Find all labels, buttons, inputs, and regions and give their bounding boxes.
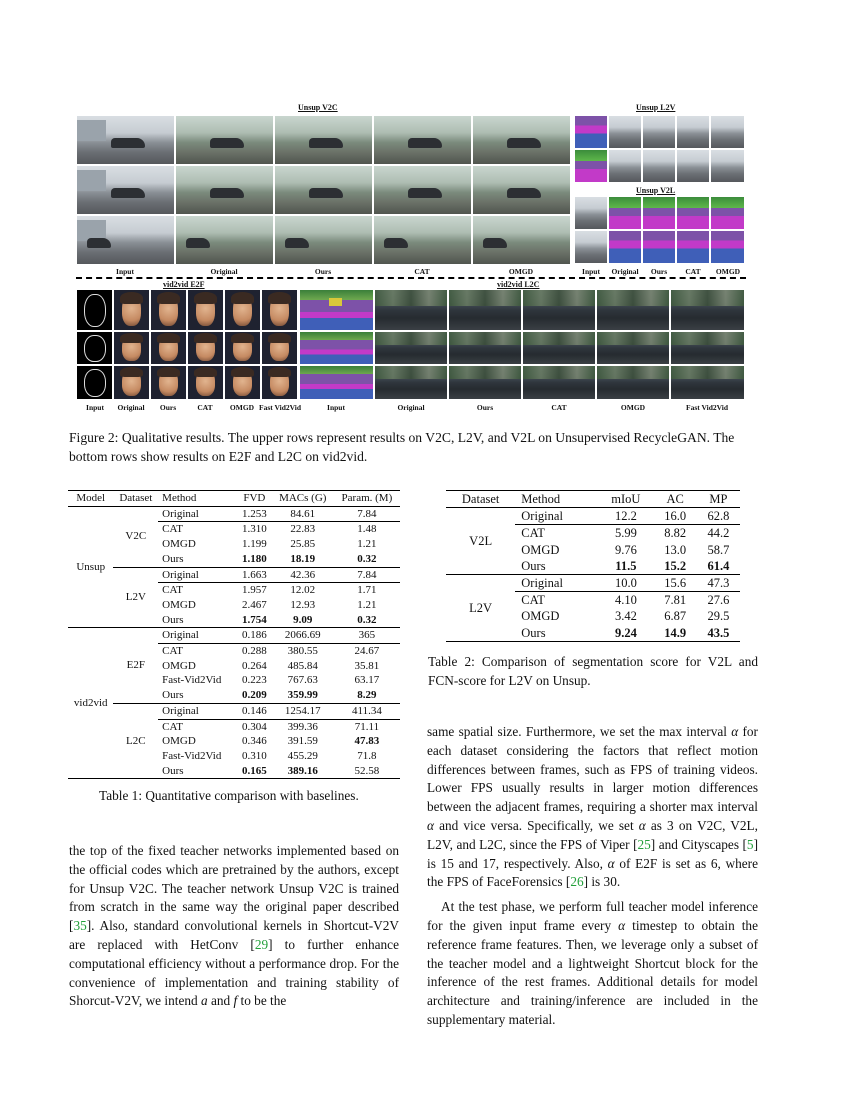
value-cell: 12.02 [290,584,316,597]
value-cell: 365 [334,628,400,644]
value-cell: 1254.17 [272,703,334,719]
value-cell: 25.85 [290,538,316,551]
col-header: Dataset [461,492,500,506]
citation-link[interactable]: 25 [637,836,651,852]
method-cell: OMGD [521,542,560,557]
value-cell: 7.84 [334,506,400,522]
value-cell: 0.310 [241,749,267,762]
e2f-fast-vid2vid-image [262,332,297,364]
method-cell: Ours [521,558,546,573]
figure-caption: Figure 2: Qualitative results. The upper rows represent results on V2C, L2V, and V2L on Unsupervised RecycleGAN. The bottom rows show results on E2F and L2C on vid2vid. [69,430,735,464]
method-cell: Original [158,567,237,583]
value-cell: 0.146 [237,703,272,719]
col-header: MP [709,492,728,506]
col-header: Method [521,492,561,506]
v2c-ours-image [275,116,372,164]
method-cell: Ours [162,613,184,626]
v2l-cat-image [677,231,709,263]
method-cell: CAT [162,645,183,658]
v2l-input-image [575,231,607,263]
label-unsup-v2l: Unsup V2L [636,186,676,195]
col-header: Param. (M) [341,492,393,504]
l2v-ours-image [643,150,675,182]
value-cell: 399.36 [287,720,318,733]
v2c-omgd-image [473,216,570,264]
table-row [68,703,400,719]
v2c-ours-image [275,216,372,264]
l2c-ours-image [449,290,521,330]
col-caption-original: Original [397,403,425,412]
v2l-original-image [609,231,641,263]
value-cell: 1.754 [241,613,267,626]
e2f-cat-image [188,366,223,399]
col-caption-input: Input [86,403,104,412]
col-header: mIoU [611,492,641,506]
label-unsup-v2c: Unsup V2C [298,103,338,112]
e2f-original-image [114,332,149,364]
value-cell: 0.223 [241,674,267,687]
e2f-input-image [77,332,112,364]
l2c-cat-image [523,290,595,330]
v2c-omgd-image [473,116,570,164]
table-row [68,506,400,522]
group-label: V2L [469,534,493,548]
col-caption-cat: CAT [685,267,701,276]
col-caption-original: Original [117,403,145,412]
l2c-omgd-image [597,366,669,399]
v2l-omgd-image [711,231,744,263]
value-cell: 71.11 [354,720,380,733]
text-run: timestep to obtain the reference frame features. Then, we leverage only a subset of the teacher model and a lightweight Shortcut block for the inference of the rest frames. Additional details for model architecture and training/inference are included in the supplementary material. [427,917,758,1027]
l2c-ours-image [449,366,521,399]
v2c-cat-image [374,166,471,214]
l2c-original-image [375,366,447,399]
method-cell: Fast-Vid2Vid [162,674,222,687]
table-row [68,628,400,644]
col-caption-original: Original [611,267,639,276]
text-run: as 3 on V2C, V2L, L2V, and L2C, since the FPS of Viper [ [427,817,759,852]
math-var: α [607,855,615,871]
math-var: α [638,817,646,833]
l2c-original-image [375,332,447,364]
method-cell: CAT [162,720,183,733]
l2v-ours-image [643,116,675,148]
citation-link[interactable]: 29 [254,936,269,952]
value-cell: 0.186 [237,628,272,644]
method-cell: Ours [162,552,184,565]
value-cell: 0.288 [241,645,267,658]
method-cell: CAT [521,593,545,608]
v2l-original-image [609,197,641,229]
v2l-ours-image [643,231,675,263]
col-header: MACs (G) [279,492,327,504]
value-cell: 7.84 [334,567,400,583]
group-label: E2F [113,628,158,704]
v2c-omgd-image [473,166,570,214]
value-cell: 1.71 [357,584,377,597]
method-cell: Ours [162,689,184,702]
col-header: AC [666,492,684,506]
value-cell: 4.10 [614,593,637,608]
value-cell: 9.24 [614,625,637,640]
value-cell: 22.83 [290,523,316,536]
col-caption-input: Input [327,403,345,412]
text-run: and [207,993,234,1009]
l2c-omgd-image [597,332,669,364]
dashed-divider [76,277,746,279]
v2c-input-image [77,216,174,264]
group-label: L2V [446,575,515,642]
table-1 [68,490,400,779]
value-cell: 380.55 [287,645,318,658]
col-header: Model [76,492,106,504]
col-caption-ours: Ours [476,403,494,412]
value-cell: 0.304 [241,720,267,733]
table-row [446,508,740,525]
value-cell: 0.32 [357,613,377,626]
body-text-right [427,723,758,1030]
method-cell: Original [158,506,237,522]
l2c-fast-vid2vid-image [671,366,744,399]
method-cell: OMGD [162,598,196,611]
value-cell: 9.76 [614,542,637,557]
text-run: ] to further enhance computational efficiency without a performance drop. For the convenience of implementation and training stability of Shorcut-V2V, we intend [69,936,399,1009]
group-label: L2V [113,567,158,628]
value-cell: 8.82 [664,526,687,541]
math-var: f [233,993,238,1009]
group-label: V2C [125,530,147,543]
math-var: α [618,917,626,933]
table-2 [446,490,740,642]
table-2-caption: Table 2: Comparison of segmentation score for V2L and FCN-score for L2V on Unsup. [428,654,758,688]
value-cell: 47.3 [697,575,740,592]
table-header-row [68,491,400,507]
value-cell: 7.81 [664,593,687,608]
value-cell: 1.957 [241,584,267,597]
math-var: α [427,817,434,833]
e2f-input-image [77,290,112,330]
l2v-input-image [575,150,607,182]
text-run: the top of the fixed teacher networks implemented based on the official codes which are pretrained by the authors, except for Unsup V2C. The teacher network Unsup V2C is trained from scratch in the same way the original paper described [ [69,843,399,934]
col-caption-fast-vid2vid: Fast Vid2Vid [258,403,302,412]
e2f-original-image [114,366,149,399]
paragraph [69,842,399,1011]
l2c-input-image [300,332,373,364]
e2f-input-image [77,366,112,399]
l2c-fast-vid2vid-image [671,332,744,364]
value-cell: 12.2 [598,508,653,525]
e2f-omgd-image [225,332,260,364]
value-cell: 1.199 [241,538,267,551]
col-caption-fast-vid2vid: Fast Vid2Vid [685,403,729,412]
paragraph [427,723,758,892]
col-caption-original: Original [210,267,238,276]
value-cell: 3.42 [614,609,637,624]
e2f-omgd-image [225,290,260,330]
l2c-fast-vid2vid-image [671,290,744,330]
text-run: to be the [237,993,287,1009]
math-var: a [200,993,208,1009]
value-cell: 8.29 [357,689,377,702]
value-cell: 0.346 [241,735,267,748]
value-cell: 359.99 [287,689,318,702]
v2c-input-image [77,166,174,214]
text-run: same spatial size. Furthermore, we set the max interval [427,724,732,739]
col-caption-omgd: OMGD [715,267,741,276]
col-caption-input: Input [582,267,600,276]
l2v-original-image [609,150,641,182]
group-label: Unsup [76,560,106,573]
v2c-original-image [176,216,273,264]
col-caption-cat: CAT [197,403,213,412]
value-cell: 9.09 [293,613,313,626]
value-cell: 5.99 [614,526,637,541]
l2c-cat-image [523,366,595,399]
v2c-original-image [176,116,273,164]
table-1-caption: Table 1: Quantitative comparison with baselines. [99,788,359,803]
value-cell: 29.5 [707,609,730,624]
value-cell: 13.0 [664,542,687,557]
value-cell: 11.5 [615,558,637,573]
value-cell: 61.4 [707,558,730,573]
v2c-original-image [176,166,273,214]
value-cell: 6.87 [664,609,687,624]
table-row [446,575,740,592]
value-cell: 2.467 [241,598,267,611]
l2v-input-image [575,116,607,148]
col-caption-input: Input [116,267,134,276]
citation-link[interactable]: 5 [746,836,754,852]
v2l-ours-image [643,197,675,229]
method-cell: CAT [162,584,183,597]
col-header: FVD [243,492,266,504]
e2f-cat-image [188,332,223,364]
l2c-input-image [300,366,373,399]
method-cell: CAT [521,526,545,541]
v2l-omgd-image [711,197,744,229]
method-cell: CAT [162,523,183,536]
col-header: Method [162,492,197,504]
value-cell: 24.67 [354,645,380,658]
value-cell: 0.264 [241,659,267,672]
value-cell: 1.21 [357,598,377,611]
value-cell: 16.0 [654,508,697,525]
l2c-original-image [375,290,447,330]
value-cell: 391.59 [287,735,318,748]
v2l-cat-image [677,197,709,229]
l2c-cat-image [523,332,595,364]
col-caption-omgd: OMGD [508,267,534,276]
value-cell: 10.0 [598,575,653,592]
e2f-fast-vid2vid-image [262,290,297,330]
method-cell: OMGD [162,538,196,551]
col-header: Dataset [119,492,153,504]
text-run: ] is 30. [583,874,621,890]
l2c-ours-image [449,332,521,364]
value-cell: 71.8 [357,749,377,762]
value-cell: 15.2 [664,558,687,573]
text-run: and vice versa. Specifically, we set [433,817,639,833]
method-cell: Original [158,628,237,644]
col-caption-ours: Ours [314,267,332,276]
text-run: ] is 15 and 17, respectively. Also, [427,836,758,871]
table-row [68,567,400,583]
body-text-left [69,842,399,1011]
v2c-input-image [77,116,174,164]
value-cell: 15.6 [654,575,697,592]
value-cell: 62.8 [697,508,740,525]
paragraph [427,898,758,1030]
text-run: for each dataset considering the factors that reflect motion differences between frames, such as FPS of training videos. Lower FPS usually results in larger motion differences between the adjacent frames, requiring a shorter max interval [427,724,758,815]
value-cell: 42.36 [272,567,334,583]
value-cell: 455.29 [287,749,318,762]
math-var: α [731,724,739,739]
value-cell: 43.5 [707,625,730,640]
e2f-cat-image [188,290,223,330]
value-cell: 0.209 [241,689,267,702]
value-cell: 767.63 [287,674,318,687]
method-cell: Fast-Vid2Vid [162,749,222,762]
v2c-ours-image [275,166,372,214]
l2v-omgd-image [711,150,744,182]
method-cell: OMGD [521,609,560,624]
text-run: At the test phase, we perform full teacher model inference for the given input frame every [427,899,758,933]
value-cell: 0.165 [241,764,267,777]
e2f-ours-image [151,366,186,399]
method-cell: Original [158,703,237,719]
method-cell: OMGD [162,735,196,748]
value-cell: 1.180 [241,552,267,565]
value-cell: 47.83 [354,735,380,748]
value-cell: 84.61 [272,506,334,522]
value-cell: 58.7 [707,542,730,557]
method-cell: Ours [162,764,184,777]
e2f-fast-vid2vid-image [262,366,297,399]
value-cell: 411.34 [334,703,400,719]
value-cell: 0.32 [357,552,377,565]
l2c-omgd-image [597,290,669,330]
value-cell: 27.6 [707,593,730,608]
e2f-omgd-image [225,366,260,399]
col-caption-cat: CAT [414,267,430,276]
col-caption-omgd: OMGD [229,403,255,412]
value-cell: 12.93 [290,598,316,611]
value-cell: 1.310 [241,523,267,536]
e2f-ours-image [151,332,186,364]
value-cell: 14.9 [664,625,687,640]
v2c-cat-image [374,216,471,264]
method-cell: OMGD [162,659,196,672]
col-caption-omgd: OMGD [620,403,646,412]
label-unsup-l2v: Unsup L2V [636,103,676,112]
value-cell: 1.663 [237,567,272,583]
value-cell: 2066.69 [272,628,334,644]
group-label: L2C [113,703,158,779]
value-cell: 389.16 [287,764,318,777]
group-label: vid2vid [68,628,113,779]
label-vid2vid-e2f: vid2vid E2F [163,280,205,289]
text-run: of E2F is set as 6, where the FPS of FaceForensics [ [427,855,758,890]
method-cell: Original [515,575,598,592]
value-cell: 1.253 [237,506,272,522]
col-caption-cat: CAT [551,403,567,412]
l2v-cat-image [677,150,709,182]
col-caption-ours: Ours [650,267,668,276]
l2v-cat-image [677,116,709,148]
value-cell: 35.81 [354,659,380,672]
value-cell: 18.19 [290,552,316,565]
table-header-row [446,491,740,508]
l2c-input-image [300,290,373,330]
value-cell: 1.48 [357,523,377,536]
e2f-original-image [114,290,149,330]
value-cell: 52.58 [354,764,380,777]
l2v-original-image [609,116,641,148]
col-caption-ours: Ours [159,403,177,412]
v2c-cat-image [374,116,471,164]
v2l-input-image [575,197,607,229]
value-cell: 1.21 [357,538,377,551]
value-cell: 485.84 [287,659,318,672]
citation-link[interactable]: 35 [73,918,87,934]
label-vid2vid-l2c: vid2vid L2C [497,280,540,289]
e2f-ours-image [151,290,186,330]
value-cell: 63.17 [354,674,380,687]
l2v-omgd-image [711,116,744,148]
method-cell: Ours [521,625,546,640]
method-cell: Original [515,508,598,525]
text-run: ]. Also, standard convolutional kernels in Shortcut-V2V are replaced with HetConv [ [69,918,399,952]
citation-link[interactable]: 26 [570,874,584,890]
value-cell: 44.2 [707,526,730,541]
text-run: ] and Cityscapes [ [650,836,747,852]
